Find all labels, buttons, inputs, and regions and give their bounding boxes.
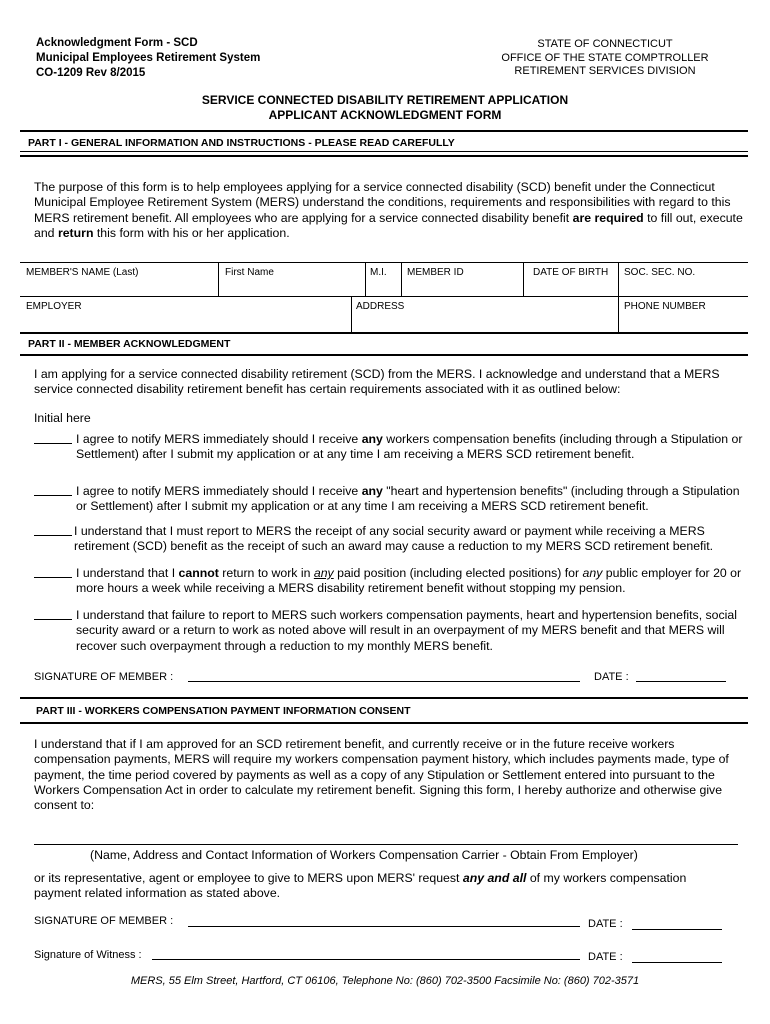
title-line-2: APPLICANT ACKNOWLEDGMENT FORM — [268, 108, 502, 122]
employer-field[interactable]: EMPLOYER — [26, 301, 82, 312]
acknowledgment-text: I understand that I must report to MERS the receipt of any social security award or payment while receiving a MERS retirement (SCD) benefit as the receipt of such an award may cause a reduction to my MERS SCD retirement benefit. — [74, 524, 714, 554]
member-id-field[interactable]: MEMBER ID — [407, 267, 464, 278]
form-number: CO-1209 Rev 8/2015 — [36, 67, 146, 79]
divider — [365, 263, 366, 296]
ack-text: return to work in — [218, 566, 314, 580]
ack-text: I understand that I — [76, 566, 179, 580]
divider — [618, 263, 619, 332]
part2-label: PART II - MEMBER ACKNOWLEDGMENT — [28, 338, 231, 350]
divider — [351, 296, 352, 332]
title-line-1: SERVICE CONNECTED DISABILITY RETIREMENT APPLICATION — [201, 93, 569, 107]
ack-text: I agree to notify MERS immediately should I receive — [76, 484, 362, 498]
ack-emphasis: any — [361, 432, 383, 446]
part3-consent-text: I understand that if I am approved for an SCD retirement benefit, and currently receive or in the future receive workers compensation payments, MERS will require my workers compensation payment history, which includes payments made, type of payment, the time period covered by payments as well as a copy of any Stipulation or Settlement entered into pursuant to the Workers Compensation Act in order to calculate my retirement benefit. Signing this form, I hereby authorize and otherwise give consent to: — [34, 737, 729, 813]
ack-text: I agree to notify MERS immediately should I receive — [76, 432, 362, 446]
member-info-grid — [20, 262, 748, 334]
acknowledgment-text — [76, 484, 744, 515]
carrier-caption: (Name, Address and Contact Information of Workers Compensation Carrier - Obtain From Employer) — [90, 848, 638, 862]
date-label: DATE : — [588, 918, 623, 930]
agency-division: RETIREMENT SERVICES DIVISION — [514, 65, 696, 77]
date-of-birth-field[interactable]: DATE OF BIRTH — [533, 267, 609, 278]
acknowledgment-text — [76, 566, 744, 597]
date-line[interactable] — [632, 928, 722, 930]
ack-text: "heart and hypertension benefits" (including through a Stipulation or Settlement) after I submit my application or at any time I am receiving a MERS SCD retirement benefit. — [76, 484, 740, 514]
initial-field[interactable] — [34, 484, 72, 496]
ssn-field[interactable]: SOC. SEC. NO. — [624, 267, 696, 278]
footer-contact: MERS, 55 Elm Street, Hartford, CT 06106, Telephone No: (860) 702-3500 Facsimile No: (860) 702-3571 — [130, 975, 640, 987]
representative-text — [34, 871, 734, 902]
ack-emphasis: any — [361, 484, 383, 498]
address-field[interactable]: ADDRESS — [356, 301, 405, 312]
part1-header — [20, 130, 748, 157]
part2-intro: I am applying for a service connected disability retirement (SCD) from the MERS. I acknowledge and understand that a MERS service connected disability retirement benefit has certain requirements associated with it as outlined below: — [34, 367, 720, 397]
member-signature-line[interactable] — [188, 925, 580, 927]
date-line[interactable] — [632, 961, 722, 963]
member-signature-line[interactable] — [188, 680, 580, 682]
ack-emphasis: any — [313, 566, 334, 580]
part1-instructions — [34, 180, 744, 241]
rep-text: or its representative, agent or employee to give to MERS upon MERS' request — [34, 871, 463, 885]
intro-text: to fill out, execute and — [34, 210, 743, 240]
part3-header — [20, 697, 748, 724]
rep-emphasis: any and all — [462, 871, 527, 885]
acknowledgment-item — [34, 524, 744, 556]
part2-header — [20, 333, 748, 356]
intro-text: The purpose of this form is to help employees applying for a service connected disability (SCD) benefit under the Connecticut Municipal Employee Retirement System (MERS) understand the conditions, requirements and responsibilities with regard to this MERS retirement benefit. All employees who are applying for a service connected disability benefit — [34, 180, 731, 225]
initial-field[interactable] — [34, 608, 72, 620]
form-identifier — [36, 36, 260, 81]
carrier-info-line[interactable] — [34, 843, 738, 845]
initial-field[interactable] — [34, 524, 72, 536]
acknowledgment-text: I understand that failure to report to MERS such workers compensation payments, heart and hypertension benefits, social security award or a return to work as noted above will result in an overpayment of my MERS benefit and that MERS will recover such overpayment through a reduction to my monthly MERS benefit. — [76, 608, 737, 653]
date-label: DATE : — [588, 951, 623, 963]
acknowledgment-item — [34, 484, 744, 516]
initial-field[interactable] — [34, 566, 72, 578]
acknowledgment-item — [34, 432, 744, 464]
phone-field[interactable]: PHONE NUMBER — [624, 301, 706, 312]
initial-field[interactable] — [34, 432, 72, 444]
ack-text: workers compensation benefits (including through a Stipulation or Settlement) after I submit my application or at any time I am receiving a MERS SCD retirement benefit. — [76, 432, 743, 462]
part1-label: PART I - GENERAL INFORMATION AND INSTRUCTIONS - PLEASE READ CAREFULLY — [28, 137, 455, 149]
ack-emphasis: cannot — [178, 566, 219, 580]
system-name: Municipal Employees Retirement System — [36, 52, 261, 64]
divider — [523, 263, 524, 296]
member-name-field[interactable]: MEMBER'S NAME (Last) — [26, 267, 139, 278]
member-signature-label: SIGNATURE OF MEMBER : — [34, 671, 174, 683]
agency-state: STATE OF CONNECTICUT — [537, 38, 673, 50]
acknowledgment-item — [34, 608, 744, 656]
date-label: DATE : — [594, 671, 629, 683]
date-line[interactable] — [636, 680, 726, 682]
rep-text: of my workers compensation payment related information as stated above. — [34, 871, 687, 901]
page-title — [0, 93, 770, 123]
ack-text: public employer for 20 or more hours a week while receiving a MERS disability retirement benefit without stopping my pension. — [76, 566, 742, 596]
ack-emphasis: any — [582, 566, 603, 580]
divider — [20, 151, 748, 152]
divider — [218, 263, 219, 296]
member-signature-label: SIGNATURE OF MEMBER : — [34, 915, 174, 927]
divider — [20, 296, 748, 297]
intro-emphasis: return — [57, 225, 94, 240]
form-name: Acknowledgment Form - SCD — [36, 37, 198, 49]
part3-label: PART III - WORKERS COMPENSATION PAYMENT INFORMATION CONSENT — [36, 705, 411, 717]
intro-text: this form with his or her application. — [93, 225, 290, 240]
first-name-field[interactable]: First Name — [225, 267, 274, 278]
witness-signature-label: Signature of Witness : — [34, 949, 142, 961]
initial-here-label: Initial here — [34, 411, 91, 425]
agency-block — [500, 38, 710, 79]
ack-text: paid position (including elected positions) for — [333, 566, 583, 580]
acknowledgment-item — [34, 566, 744, 598]
intro-emphasis: are required — [572, 210, 644, 225]
acknowledgment-text — [76, 432, 744, 463]
divider — [401, 263, 402, 296]
agency-office: OFFICE OF THE STATE COMPTROLLER — [501, 51, 709, 64]
middle-initial-field[interactable]: M.I. — [370, 267, 387, 278]
witness-signature-line[interactable] — [152, 958, 580, 960]
